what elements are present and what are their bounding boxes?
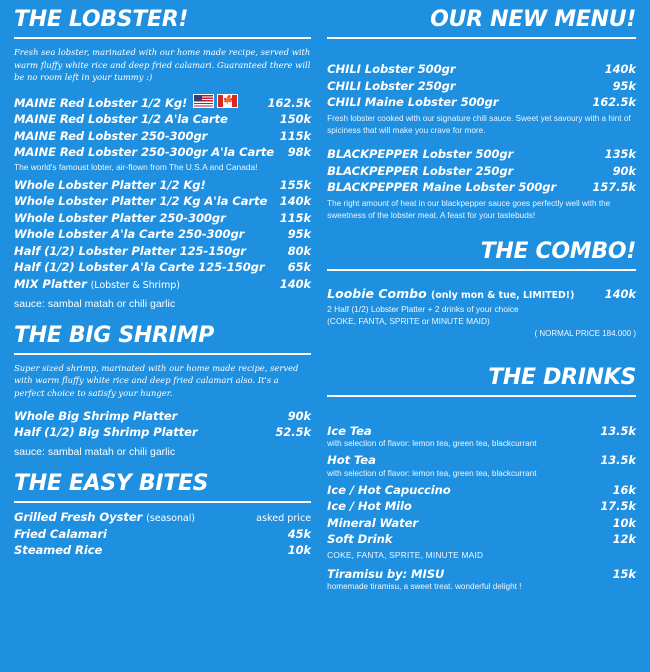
list-item xyxy=(14,260,311,274)
item-price: 98k xyxy=(287,145,312,160)
item-name: BLACKPEPPER Lobster 250gr xyxy=(327,163,514,178)
item-price: 162.5k xyxy=(267,95,312,110)
divider xyxy=(14,37,311,39)
list-item xyxy=(14,211,311,225)
section-title-drinks: THE DRINKS xyxy=(488,364,636,390)
list-item xyxy=(327,79,636,93)
item-subtext: homemade tiramisu, a sweet treat. wonderful delight ! xyxy=(327,582,522,592)
item-name: Half (1/2) Lobster A'la Carte 125-150gr xyxy=(14,260,265,275)
item-price: 45k xyxy=(287,526,312,541)
list-item xyxy=(14,129,311,143)
lobster-sauce-note: sauce: sambal matah or chili garlic xyxy=(14,297,176,310)
item-price: 16k xyxy=(612,482,636,497)
shrimp-list xyxy=(14,409,311,440)
canada-flag-icon: 🍁 xyxy=(217,94,238,108)
section-title-combo: THE COMBO! xyxy=(480,239,636,265)
item-price: 90k xyxy=(287,408,312,423)
item-name: CHILI Maine Lobster 500gr xyxy=(327,95,499,110)
item-price: 17.5k xyxy=(600,499,636,514)
right-column xyxy=(323,8,636,672)
list-item xyxy=(14,244,311,258)
list-item xyxy=(327,532,636,546)
item-name: Soft Drink xyxy=(327,532,393,547)
item-name: CHILI Lobster 500gr xyxy=(327,62,456,77)
item-name: MIX Platter (Lobster & Shrimp) xyxy=(14,276,180,291)
lobster-blurb: Fresh sea lobster, marinated with our home made recipe, served with warm fluffy white rice and deep fried calamari. Guaranteed there will be no room left in your tummy :) xyxy=(14,47,311,83)
list-item xyxy=(327,567,636,581)
list-item xyxy=(327,164,636,178)
item-name: MAINE Red Lobster 1/2 A'la Carte xyxy=(14,112,228,127)
list-item xyxy=(327,516,636,530)
shrimp-sauce-note: sauce: sambal matah or chili garlic xyxy=(14,445,176,458)
item-price: asked price xyxy=(256,512,312,524)
divider xyxy=(14,501,311,503)
list-item xyxy=(14,409,311,423)
list-item xyxy=(14,527,311,541)
item-name: MAINE Red Lobster 1/2 Kg! 🍁 xyxy=(14,93,238,110)
list-item xyxy=(327,499,636,513)
item-price: 80k xyxy=(287,243,312,258)
item-name: Hot Tea xyxy=(327,453,376,468)
item-name: Whole Big Shrimp Platter xyxy=(14,408,178,423)
item-name: Fried Calamari xyxy=(14,526,107,541)
section-title-shrimp: THE BIG SHRIMP xyxy=(14,322,214,348)
combo-desc-line2: (COKE, FANTA, SPRITE or MINUTE MAID) xyxy=(327,315,490,326)
flags-group xyxy=(193,94,238,108)
list-item xyxy=(327,453,636,467)
list-item xyxy=(14,543,311,557)
list-item xyxy=(14,194,311,208)
list-item xyxy=(327,286,636,302)
divider xyxy=(327,37,636,39)
list-item xyxy=(327,180,636,194)
item-name: BLACKPEPPER Lobster 500gr xyxy=(327,147,514,162)
item-price: 115k xyxy=(279,210,312,225)
item-name: Ice Tea xyxy=(327,423,372,438)
item-price: 140k xyxy=(279,276,312,291)
item-price: 13.5k xyxy=(600,423,636,438)
item-name: BLACKPEPPER Maine Lobster 500gr xyxy=(327,180,557,195)
list-item xyxy=(327,483,636,497)
item-price: 52.5k xyxy=(275,425,312,440)
item-name: Whole Lobster Platter 1/2 Kg A'la Carte xyxy=(14,194,268,209)
item-price: 157.5k xyxy=(592,180,636,195)
item-name: Ice / Hot Capuccino xyxy=(327,482,451,497)
item-price: 95k xyxy=(612,78,636,93)
divider xyxy=(327,395,636,397)
item-price: 90k xyxy=(612,163,636,178)
item-name: MAINE Red Lobster 250-300gr A'la Carte xyxy=(14,145,275,160)
section-title-new-menu: OUR NEW MENU! xyxy=(430,7,636,32)
item-name: Mineral Water xyxy=(327,515,418,530)
list-item xyxy=(327,147,636,161)
item-price: 10k xyxy=(612,515,636,530)
divider xyxy=(327,269,636,271)
divider xyxy=(14,353,311,355)
item-price: 15k xyxy=(612,566,636,581)
item-name: Whole Lobster Platter 1/2 Kg! xyxy=(14,177,206,192)
list-item xyxy=(327,424,636,438)
list-item xyxy=(14,93,311,110)
chili-note: Fresh lobster cooked with our signature chili sauce. Sweet yet savoury with a hint of spiciness that will make you crave for more. xyxy=(327,113,631,135)
lobster-platter-list xyxy=(14,178,311,292)
blackpepper-note: The right amount of heat in our blackpepper sauce goes perfectly well with the sweetness of the lobster meat. A feast for your tastebuds! xyxy=(327,198,611,220)
item-price: 95k xyxy=(287,227,312,242)
item-price: 115k xyxy=(279,128,312,143)
item-name: Half (1/2) Lobster Platter 125-150gr xyxy=(14,243,246,258)
combo-normal-price: ( NORMAL PRICE 184.000 ) xyxy=(534,328,636,338)
list-item xyxy=(14,145,311,159)
item-subtext: with selection of flavor: lemon tea, green tea, blackcurrant xyxy=(327,468,537,478)
shrimp-blurb: Super sized shrimp, marinated with our home made recipe, served with warm fluffy white rice and deep fried calamari also. It's a perfect choice to satisfy your hunger. xyxy=(14,362,299,398)
item-price: 135k xyxy=(604,147,636,162)
item-name: Whole Lobster A'la Carte 250-300gr xyxy=(14,227,245,242)
drinks-list xyxy=(327,424,636,547)
list-item xyxy=(14,510,311,525)
item-price: 12k xyxy=(612,532,636,547)
list-item xyxy=(14,112,311,126)
list-item xyxy=(327,62,636,76)
item-price: 140k xyxy=(279,194,312,209)
soft-drink-note: COKE, FANTA, SPRITE, MINUTE MAID xyxy=(327,549,484,560)
item-price: 65k xyxy=(287,260,312,275)
combo-block xyxy=(327,286,636,337)
item-price: 140k xyxy=(604,287,636,302)
item-name: Tiramisu by: MISU xyxy=(327,566,445,581)
item-price: 150k xyxy=(279,112,312,127)
list-item xyxy=(14,227,311,241)
item-price: 10k xyxy=(287,543,312,558)
item-price: 13.5k xyxy=(600,453,636,468)
item-name: Whole Lobster Platter 250-300gr xyxy=(14,210,226,225)
list-item xyxy=(327,95,636,109)
item-price: 155k xyxy=(279,177,312,192)
chili-list xyxy=(327,62,636,109)
combo-desc-line1: 2 Half (1/2) Lobster Platter + 2 drinks of your choice xyxy=(327,304,519,315)
lobster-maine-list xyxy=(14,93,311,160)
list-item xyxy=(14,277,311,292)
left-column xyxy=(14,8,323,672)
item-name: Half (1/2) Big Shrimp Platter xyxy=(14,425,198,440)
item-name: Grilled Fresh Oyster (seasonal) xyxy=(14,509,195,524)
item-name: CHILI Lobster 250gr xyxy=(327,78,456,93)
section-title-lobster: THE LOBSTER! xyxy=(14,7,189,32)
item-subtext: with selection of flavor: lemon tea, green tea, blackcurrant xyxy=(327,439,537,449)
section-title-bites: THE EASY BITES xyxy=(14,470,209,496)
usa-flag-icon xyxy=(193,94,214,108)
list-item xyxy=(14,178,311,192)
blackpepper-list xyxy=(327,147,636,194)
lobster-origin-note: The world's famoust lobter, air-flown from The U.S.A and Canada! xyxy=(14,161,258,172)
item-price: 140k xyxy=(604,62,636,77)
item-name: MAINE Red Lobster 250-300gr xyxy=(14,128,208,143)
list-item xyxy=(14,425,311,439)
item-price: 162.5k xyxy=(592,95,636,110)
item-name: Ice / Hot Milo xyxy=(327,499,412,514)
item-name: Steamed Rice xyxy=(14,543,103,558)
item-name: Loobie Combo (only mon & tue, LIMITED!) xyxy=(327,286,575,302)
bites-list xyxy=(14,510,311,558)
